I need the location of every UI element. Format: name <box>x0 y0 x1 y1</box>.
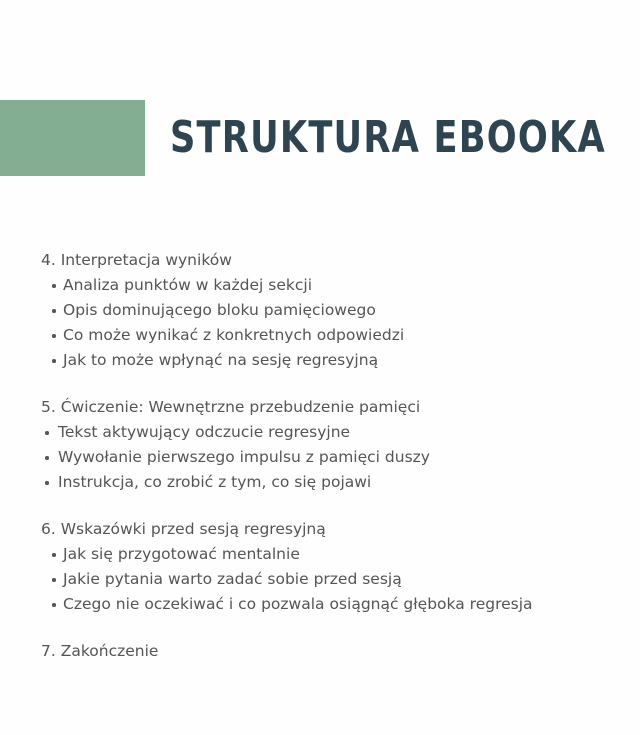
section-heading: 6. Wskazówki przed sesją regresyjną <box>41 520 326 538</box>
bullet-dot-icon <box>45 431 49 435</box>
bullet-list <box>0 273 640 373</box>
bullet-item <box>0 298 640 323</box>
bullet-dot-icon <box>52 603 56 607</box>
content-section <box>0 639 640 664</box>
page-header <box>0 100 640 176</box>
bullet-item <box>0 323 640 348</box>
bullet-text: Co może wynikać z konkretnych odpowiedzi <box>63 326 405 344</box>
bullet-text: Analiza punktów w każdej sekcji <box>63 276 312 294</box>
bullet-dot-icon <box>45 481 49 485</box>
bullet-text: Jakie pytania warto zadać sobie przed sesją <box>63 570 402 588</box>
content-section <box>0 395 640 495</box>
bullet-text: Instrukcja, co zrobić z tym, co się pojawi <box>58 473 372 491</box>
bullet-text: Jak się przygotować mentalnie <box>63 545 300 563</box>
bullet-text: Tekst aktywujący odczucie regresyjne <box>58 423 351 441</box>
bullet-item <box>0 542 640 567</box>
bullet-text: Czego nie oczekiwać i co pozwala osiągnąć głęboka regresja <box>63 595 533 613</box>
bullet-dot-icon <box>52 309 56 313</box>
bullet-item <box>0 420 640 445</box>
bullet-item <box>0 273 640 298</box>
section-heading: 5. Ćwiczenie: Wewnętrzne przebudzenie pamięci <box>41 398 421 416</box>
section-heading: 7. Zakończenie <box>41 642 159 660</box>
bullet-dot-icon <box>52 553 56 557</box>
bullet-dot-icon <box>52 359 56 363</box>
content-section <box>0 517 640 617</box>
bullet-text: Wywołanie pierwszego impulsu z pamięci duszy <box>58 448 430 466</box>
bullet-text: Opis dominującego bloku pamięciowego <box>63 301 376 319</box>
bullet-item <box>0 470 640 495</box>
bullet-item <box>0 567 640 592</box>
bullet-list <box>0 420 640 495</box>
bullet-item <box>0 445 640 470</box>
bullet-dot-icon <box>52 334 56 338</box>
header-accent-block <box>0 100 145 176</box>
bullet-dot-icon <box>52 284 56 288</box>
bullet-text: Jak to może wpłynąć na sesję regresyjną <box>63 351 379 369</box>
section-list <box>0 248 640 664</box>
bullet-dot-icon <box>45 456 49 460</box>
content-section <box>0 248 640 373</box>
page-title: STRUKTURA EBOOKA <box>170 112 606 163</box>
bullet-item <box>0 348 640 373</box>
bullet-dot-icon <box>52 578 56 582</box>
bullet-list <box>0 542 640 617</box>
bullet-item <box>0 592 640 617</box>
section-heading: 4. Interpretacja wyników <box>41 251 232 269</box>
